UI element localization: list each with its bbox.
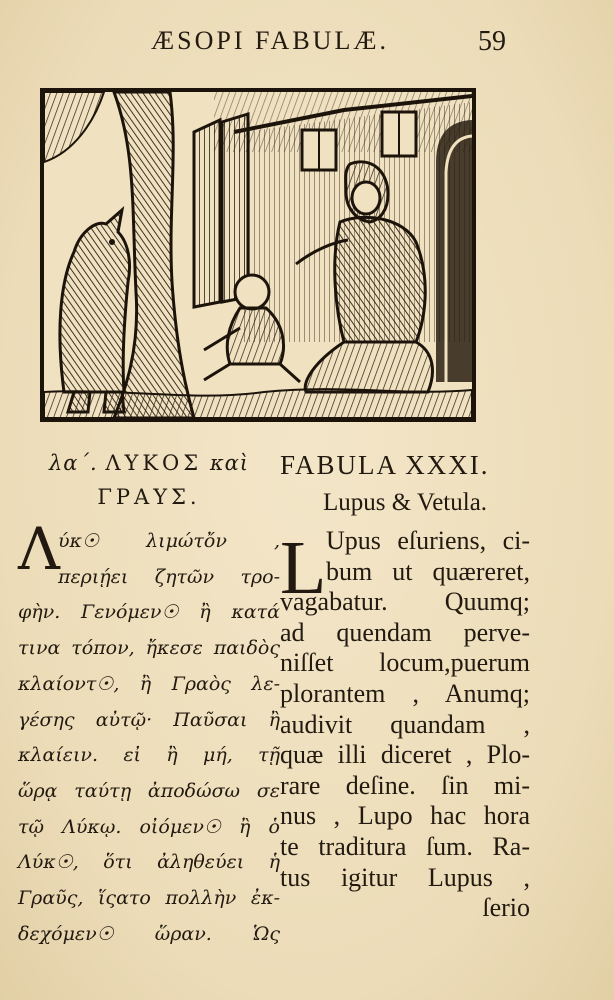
greek-title-old-woman: ΓΡΑΥΣ. [97,485,201,509]
latin-fable-subtitle: Lupus & Vetula. [322,489,488,516]
latin-line: niſſet locum,puerum [280,648,530,678]
latin-drop-cap: L [280,526,327,610]
greek-line: γέσης αὐτῷ· Παῦσαι ἢ [18,708,280,731]
latin-line: bum ut quæreret, [326,556,530,586]
greek-line: Λύκ☉, ὅτι ἀληθεύει ἡ [18,851,280,874]
page-number: 59 [478,26,506,57]
latin-line: rare deſine. ſin mi- [280,770,530,800]
greek-line: κλαίειν. εἰ ἢ μή, τῇ [18,744,280,767]
greek-line: Λ ύκ☉ λιμώτὄν , [18,515,280,583]
greek-line: περιῄει ζητῶν τρο- [58,565,280,588]
greek-line: τῷ Λύκῳ. οἰόμεν☉ ἢ ὁ [18,815,280,838]
latin-line: audivit quandam , [280,709,530,739]
greek-line: κλαίοντ☉, ἢ Γραὸς λε- [18,672,280,695]
latin-line: nus , Lupo hac hora [280,801,530,831]
latin-catchword: ſerio [482,893,530,923]
latin-line: vagabatur. Quumq; [280,587,530,617]
greek-drop-cap: Λ [18,515,60,583]
latin-line: plorantem , Anumq; [280,678,530,708]
latin-line: tus igitur Lupus , [280,862,530,892]
greek-line: Γραῦς, ἵςατο πολλὴν ἐκ- [18,887,280,910]
running-title: ÆSOPI FABULÆ. [151,26,389,55]
latin-line: Upus eſuriens, ci- [326,526,530,555]
woodcut-illustration [40,88,476,422]
greek-line: φὴν. Γενόμεν☉ ἢ κατά [18,601,280,624]
greek-column [18,446,280,952]
greek-fable-title [18,446,280,514]
greek-line: τινα τόπον, ἤκεσε παιδὸς [18,637,280,660]
greek-text [18,515,280,952]
greek-line: δεχόμεν☉ ὥραν. Ὡς [18,922,280,945]
latin-column [280,448,530,924]
greek-title-and: καὶ [209,451,249,475]
latin-line: te traditura ſum. Ra- [280,831,530,861]
greek-fable-number: λα΄. [48,451,98,475]
woodcut-scene [44,92,472,418]
greek-title-wolf: ΛΥΚΟΣ [105,451,203,475]
latin-fable-title: FABULA XXXI. [280,450,490,480]
greek-line: ὥρᾳ ταύτῃ ἀποδώσω σε [18,779,280,802]
latin-line: ad quendam perve- [280,617,530,647]
latin-line: quæ illi diceret , Plo- [280,740,530,770]
